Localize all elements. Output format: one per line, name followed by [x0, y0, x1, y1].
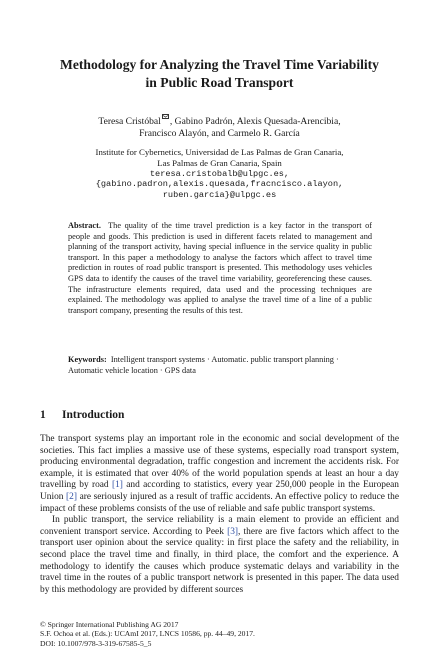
authors-line-2: Francisco Alayón, and Carmelo R. García: [139, 127, 300, 139]
paragraph-2-text-b: , there are five factors which affect to the transport user opinion about the service quality: in first place the safety and the reliability, in second place the travel time and finally, in third place, the comfort and the experience. A methodology to identify the causes which produce systematic delays and variability in the travel time in the routes of a public transport network is presented in this paper. The data used by this methodology are provided by different sources: [40, 526, 399, 595]
section-title: Introduction: [62, 409, 125, 421]
affiliation-line-2: Las Palmas de Gran Canaria, Spain: [157, 157, 282, 168]
section-number: 1: [40, 409, 46, 421]
corresponding-author[interactable]: Teresa Cristóbal: [98, 116, 161, 127]
keywords: [68, 355, 372, 376]
email-line-3[interactable]: ruben.garcia}@ulpgc.es: [162, 190, 277, 201]
paragraph-1: [40, 434, 399, 515]
abstract-label: Abstract.: [68, 221, 101, 230]
title-line-2: in Public Road Transport: [145, 75, 294, 90]
citation-link-2[interactable]: [2]: [66, 491, 77, 502]
authors-line-1: [40, 114, 399, 128]
envelope-icon[interactable]: [162, 114, 169, 119]
affiliation-line-1: Institute for Cybernetics, Universidad de Las Palmas de Gran Canaria,: [95, 147, 344, 157]
paragraph-1-text-c: are seriously injured as a result of traffic accidents. An effective policy to reduce the impact of these problems consists of the use of reliable and safe public transport systems.: [40, 491, 399, 514]
paragraph-2-text-a: In public transport, the service reliability is a main element to provide an efficient and convenient transport service. According to Peek: [40, 515, 399, 537]
section-heading: [40, 409, 124, 421]
citation-link-3[interactable]: [3]: [227, 526, 239, 537]
footer-line-2: S.F. Ochoa et al. (Eds.): UCAmI 2017, LNCS 10586, pp. 44–49, 2017.: [40, 629, 255, 639]
keywords-label: Keywords:: [68, 355, 107, 364]
keywords-text: Intelligent transport systems · Automatic. public transport planning · Automatic vehicle location · GPS data: [68, 355, 339, 375]
paragraph-1-text-b: and according to statistics, every year 250,000 people in the European Union: [40, 480, 399, 502]
email-line-1[interactable]: teresa.cristobalb@ulpgc.es,: [149, 168, 290, 179]
paper-title: [30, 56, 409, 92]
footer-line-1: © Springer International Publishing AG 2017: [40, 620, 179, 629]
abstract-text: The quality of the time travel prediction is a key factor in the transport of people and goods. This prediction is used in different facets related to management and planning of the transport activity, having special influence in the service quality in public transport. In this paper a methodology to analyse the factors which affect to travel time prediction in routes of road public transport is presented. This methodology uses vehicles GPS data to identify the causes of the travel time variability, georeferencing these causes. The infrastructure elements required, data used and the processing techniques are explained. The methodology was applied to analyse the travel time of a line of a public transport company, presenting the results of this test.: [68, 221, 372, 315]
affiliation-block: [40, 147, 399, 201]
email-line-2[interactable]: {gabino.padron,alexis.quesada,fracncisco.alayon,: [95, 179, 344, 190]
abstract: [68, 221, 372, 316]
citation-link-1[interactable]: [1]: [111, 480, 123, 491]
paragraph-1-text-a: The transport systems play an important role in the economic and social development of the societies. This fact implies a massive use of these systems, especially road transport system, producing environmental degradation, traffic congestion and increment the accidents risk. For example, it is estimated that over 40% of the world population spends at least an hour a day travelling by road: [40, 434, 399, 491]
title-line-1: Methodology for Analyzing the Travel Time Variability: [60, 57, 379, 72]
paragraph-2: [40, 515, 399, 596]
author-list: [40, 114, 399, 139]
body-text: [40, 434, 399, 596]
footer-line-3: DOI: 10.1007/978-3-319-67585-5_5: [40, 638, 152, 648]
copyright-footer: [40, 620, 399, 648]
co-authors: , Gabino Padrón, Alexis Quesada-Arencibia,: [169, 116, 341, 127]
